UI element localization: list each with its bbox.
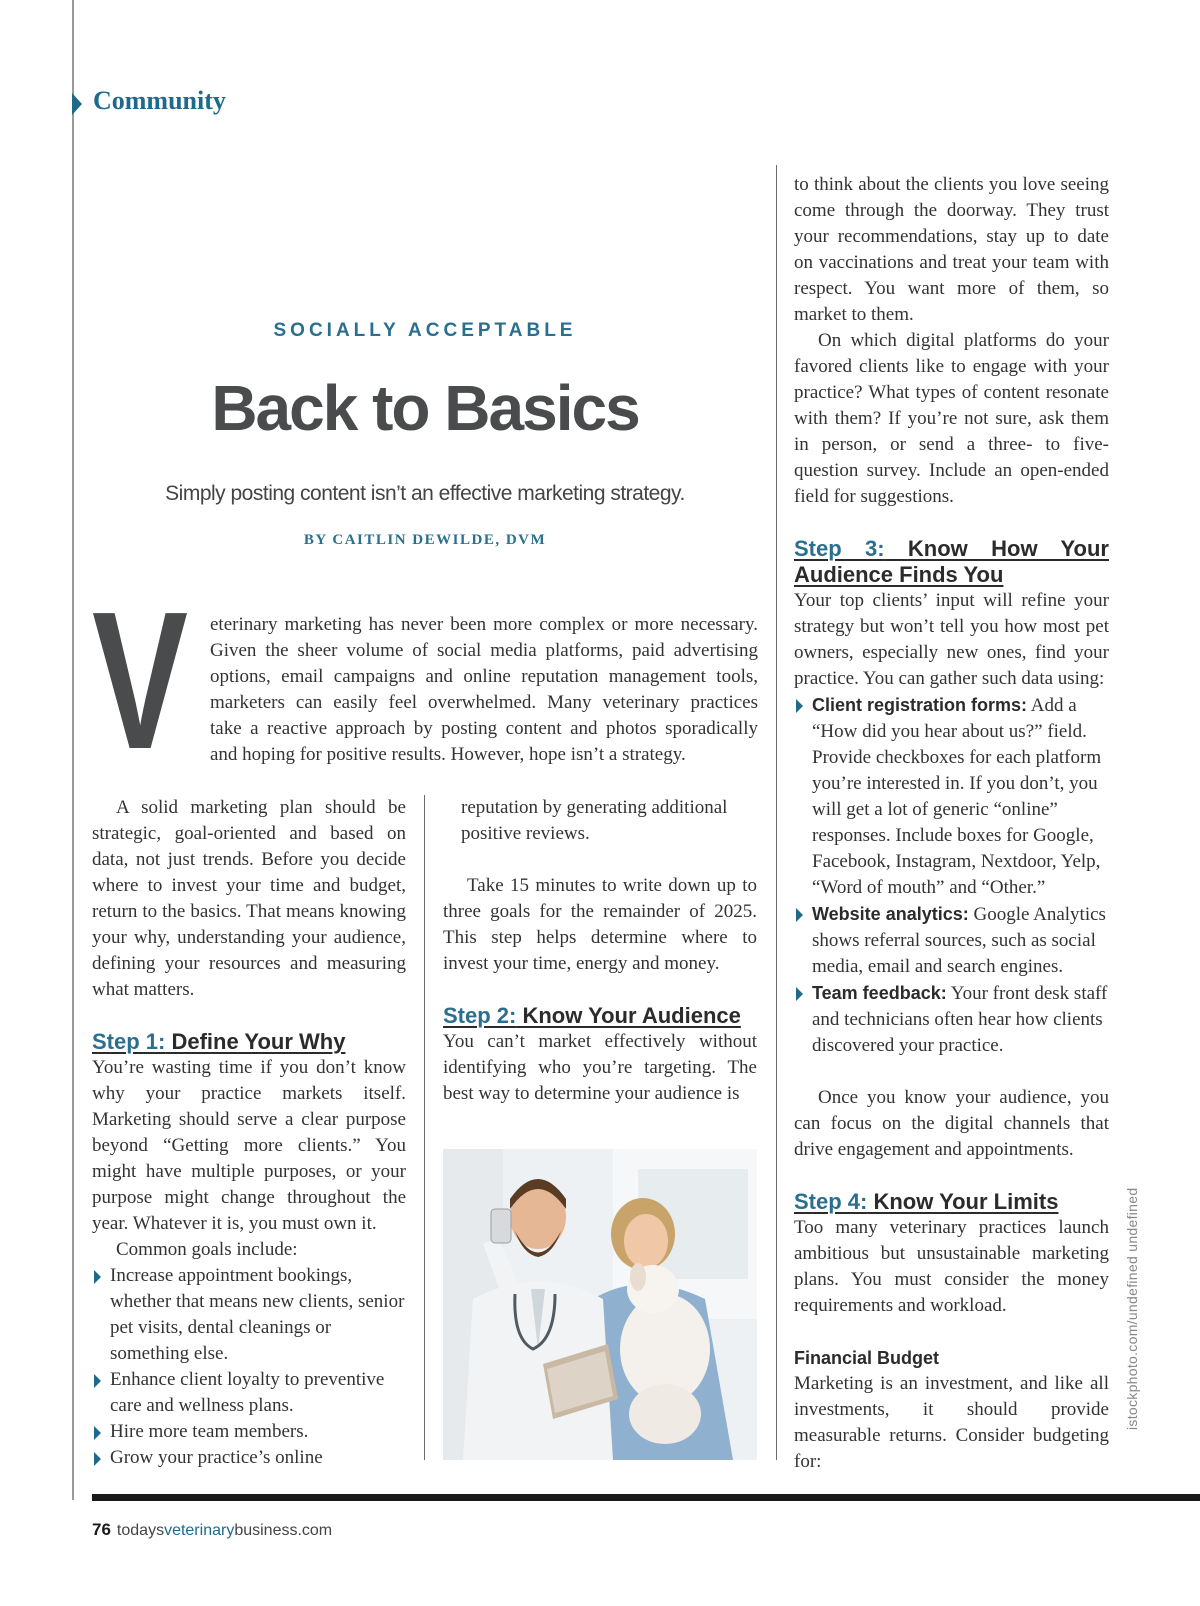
list-item: Grow your practice’s online <box>92 1445 406 1471</box>
lede-line: and hoping for positive results. However, hope isn’t a strategy. <box>210 744 686 765</box>
list-item: Team feedback: Your front desk staff and technicians often hear how clients discovered your practice. <box>794 980 1109 1059</box>
lede-line: options, email campaigns and online reputation management tools, <box>210 666 758 687</box>
bullet-triangle-icon <box>796 699 803 713</box>
body-paragraph: You’re wasting time if you don’t know why your practice markets itself. Marketing should serve a clear purpose beyond “Getting more clients.” You might have multiple purposes, or your purpose might change throughout the year. Whatever it is, you must own it. <box>92 1057 406 1234</box>
site-url-mid: veterinary <box>164 1522 235 1539</box>
bullet-triangle-icon <box>796 908 803 922</box>
section-triangle-icon <box>72 93 82 115</box>
body-paragraph: Once you know your audience, you can focus on the digital channels that drive engagement and appointments. <box>794 1087 1109 1160</box>
bullet-triangle-icon <box>796 987 803 1001</box>
bullet-triangle-icon <box>94 1426 101 1440</box>
body-paragraph: to think about the clients you love seeing come through the doorway. They trust your recommendations, stay up to date on vaccinations and treat your team with respect. You want more of them, so market to them. <box>794 174 1109 325</box>
column-2 <box>443 795 757 1107</box>
step-4-heading <box>794 1189 1109 1215</box>
dropcap-letter: V <box>92 571 188 790</box>
left-page-rule <box>72 0 74 1500</box>
photo-credit: istockphoto.com/undefined undefined <box>1124 1187 1140 1430</box>
list-item: Client registration forms: Add a “How did you hear about us?” field. Provide checkboxes for each platform you’re interested in. If you don’t, you will get a lot of generic “online” responses. Include boxes for Google, Facebook, Instagram, Nextdoor, Yelp, “Word of mouth” and “Other.” <box>794 692 1109 901</box>
lede-line: Given the sheer volume of social media platforms, paid advertising <box>210 640 758 661</box>
body-paragraph: A solid marketing plan should be strategic, goal-oriented and based on data, not just trends. Before you decide where to invest your time and budget, return to the basics. That means knowing your why, understanding your audience, defining your resources and measuring what matters. <box>92 797 406 1000</box>
body-paragraph: Too many veterinary practices launch ambitious but unsustainable marketing plans. You must consider the money requirements and workload. <box>794 1217 1109 1316</box>
step-3-heading <box>794 536 1109 588</box>
vet-selfie-photo <box>443 1149 757 1460</box>
step-number: Step 1: <box>92 1029 166 1054</box>
site-url-prefix: todays <box>116 1522 165 1539</box>
column-divider <box>424 795 425 1460</box>
article-byline: BY CAITLIN DEWILDE, DVM <box>303 532 547 548</box>
bullet-triangle-icon <box>94 1374 101 1388</box>
goals-list <box>92 1263 406 1471</box>
body-paragraph: Common goals include: <box>116 1239 298 1260</box>
column-divider <box>776 165 777 1460</box>
list-item-continuation: reputation by generating additional positive reviews. <box>461 797 728 844</box>
bullet-triangle-icon <box>94 1270 101 1284</box>
step-title: Know Your Audience <box>522 1003 741 1028</box>
lede-line: take a reactive approach by posting content and photos sporadically <box>210 718 758 739</box>
list-item: Website analytics: Google Analytics shows referral sources, such as social media, email and search engines. <box>794 901 1109 980</box>
body-paragraph: Marketing is an investment, and like all investments, it should provide measurable returns. Consider budgeting for: <box>794 1373 1109 1472</box>
list-item: Hire more team members. <box>92 1419 406 1445</box>
footer-rule <box>92 1494 1200 1501</box>
page-number: 76 <box>92 1520 111 1539</box>
body-paragraph: Your top clients’ input will refine your strategy but won’t tell you how most pet owners, especially new ones, find your practice. You can gather such data using: <box>794 590 1109 689</box>
lede-paragraph <box>210 612 758 768</box>
step-number: Step 4: <box>794 1189 868 1214</box>
body-paragraph: You can’t market effectively without identifying who you’re targeting. The best way to determine your audience is <box>443 1031 757 1104</box>
body-paragraph: On which digital platforms do your favored clients like to engage with your practice? What types of content resonate with them? If you’re not sure, ask them in person, or send a three- to five-question survey. Include an open-ended field for suggestions. <box>794 330 1109 507</box>
section-label: Community <box>93 86 226 115</box>
body-paragraph: Take 15 minutes to write down up to three goals for the remainder of 2025. This step helps determine where to invest your time, energy and money. <box>443 875 757 974</box>
article-title: Back to Basics <box>211 372 639 444</box>
step-title: Know Your Limits <box>873 1189 1059 1214</box>
step-number: Step 3: <box>794 536 885 561</box>
lede-line: eterinary marketing has never been more complex or more necessary. <box>210 614 758 635</box>
step-1-heading <box>92 1029 406 1055</box>
step-2-heading <box>443 1003 757 1029</box>
dropcap <box>90 571 190 790</box>
bullet-triangle-icon <box>94 1452 101 1466</box>
list-item: Increase appointment bookings, whether that means new clients, senior pet visits, dental cleanings or something else. <box>92 1263 406 1367</box>
step-title: Know How Your Audience Finds You <box>794 536 1109 587</box>
subheading: Financial Budget <box>794 1348 940 1368</box>
step-title: Define Your Why <box>171 1029 346 1054</box>
site-url-suffix: business.com <box>234 1522 333 1539</box>
page-folio <box>92 1520 332 1540</box>
column-1 <box>92 795 406 1471</box>
column-3 <box>794 172 1109 1475</box>
article-kicker: SOCIALLY ACCEPTABLE <box>273 320 577 341</box>
list-item: Enhance client loyalty to preventive care and wellness plans. <box>92 1367 406 1419</box>
article-dek: Simply posting content isn’t an effective marketing strategy. <box>165 482 685 505</box>
sources-list <box>794 692 1109 1059</box>
step-number: Step 2: <box>443 1003 517 1028</box>
lede-line: marketers can easily feel overwhelmed. Many veterinary practices <box>210 692 758 713</box>
